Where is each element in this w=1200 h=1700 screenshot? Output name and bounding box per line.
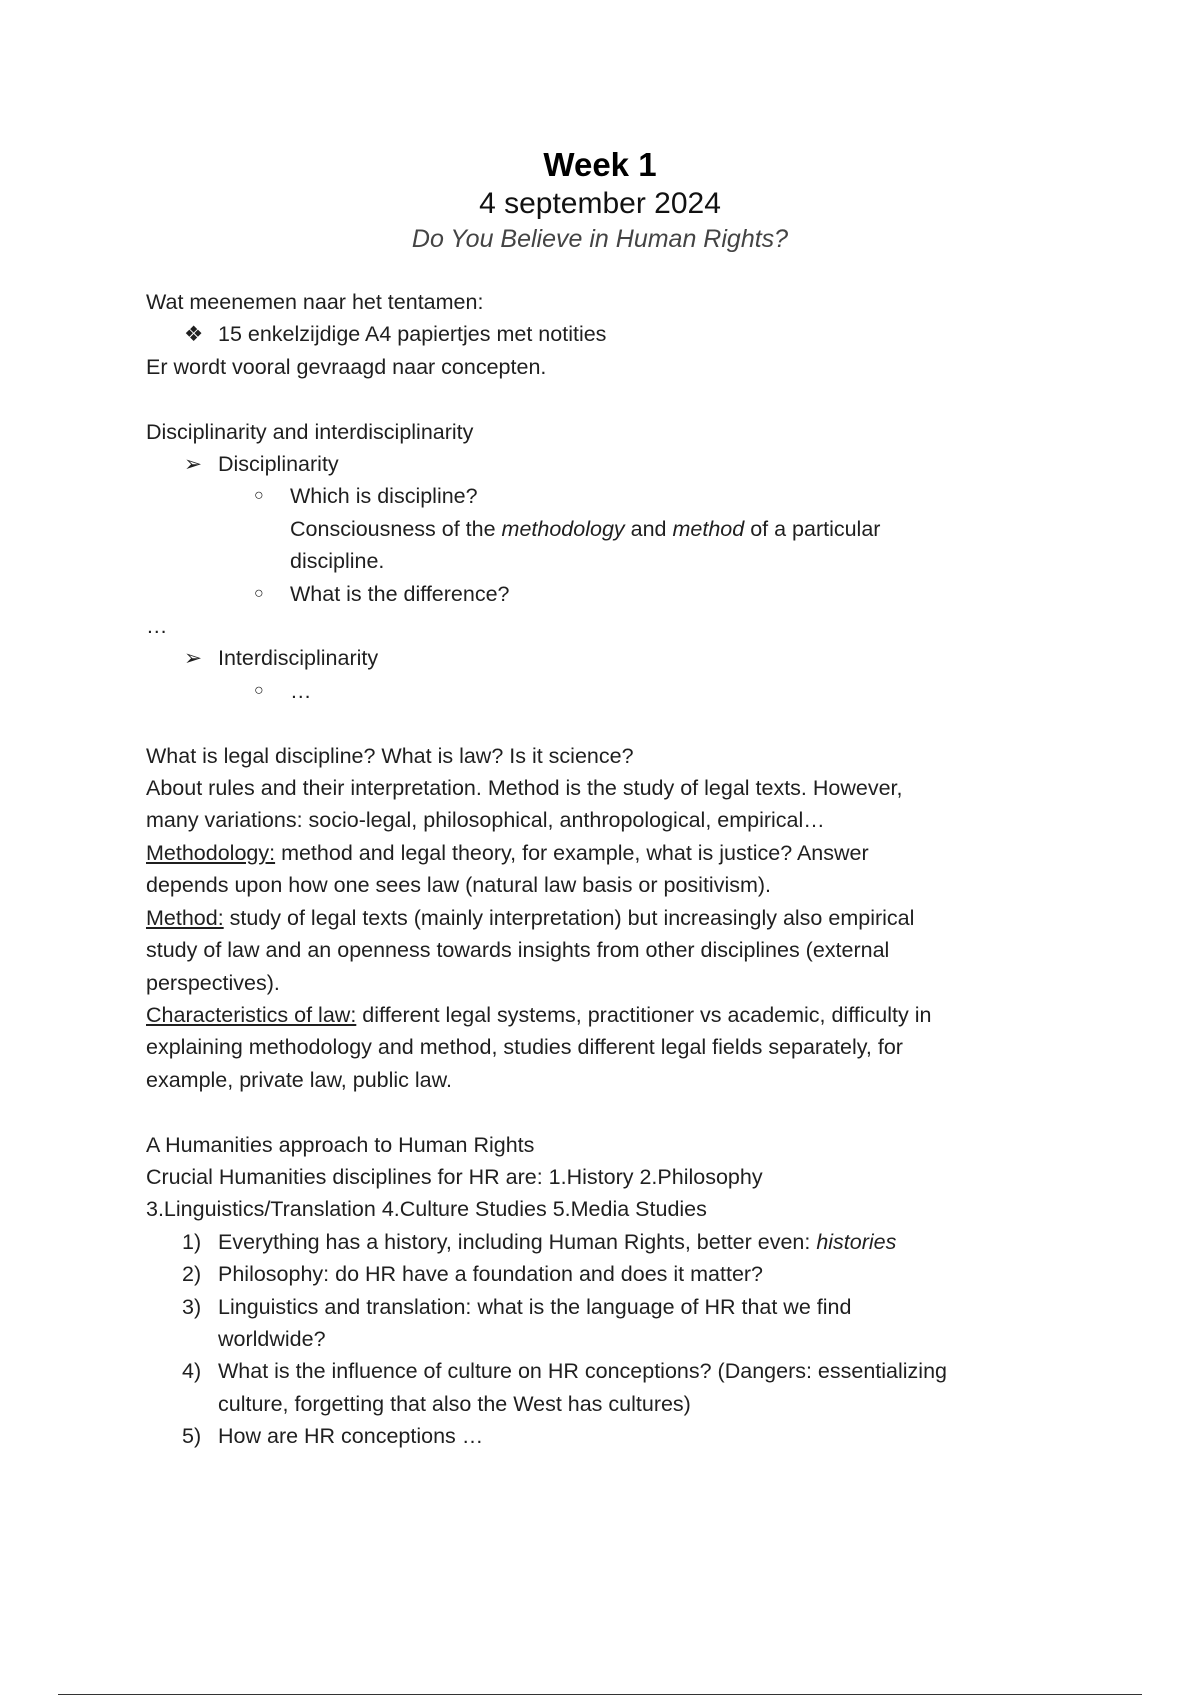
exam-bullet-item xyxy=(146,318,1046,350)
numbered-item-1 xyxy=(146,1226,1046,1258)
item-text: Everything has a history, including Human Rights, better even: xyxy=(218,1229,817,1254)
sub-item-continuation xyxy=(146,513,1046,545)
sub-item-text: Which is discipline? xyxy=(290,484,478,509)
sub-item-text: What is the difference? xyxy=(290,581,510,606)
characteristics-line xyxy=(146,999,1046,1031)
circle-bullet-icon: ○ xyxy=(254,487,264,505)
ellipsis-line: … xyxy=(146,614,168,639)
characteristics-line: explaining methodology and method, studies different legal fields separately, for xyxy=(146,1035,903,1060)
numbered-item-5 xyxy=(146,1420,1046,1452)
page-bottom-divider xyxy=(58,1694,1142,1695)
method-line: perspectives). xyxy=(146,970,280,995)
item-number: 5) xyxy=(182,1424,202,1449)
emphasis-methodology: methodology xyxy=(501,516,625,541)
sub-item-continuation: discipline. xyxy=(290,549,385,574)
emphasis-histories: histories xyxy=(816,1229,897,1254)
item-number: 3) xyxy=(182,1294,202,1319)
methodology-line xyxy=(146,837,1046,869)
arrow-bullet-icon: ➢ xyxy=(184,646,203,671)
item-text: culture, forgetting that also the West has cultures) xyxy=(218,1391,691,1416)
page-date: 4 september 2024 xyxy=(479,187,721,220)
methodology-label: Methodology: xyxy=(146,840,276,865)
item-text: Philosophy: do HR have a foundation and does it matter? xyxy=(218,1262,764,1287)
disciplinarity-heading: Disciplinarity and interdisciplinarity xyxy=(146,419,474,444)
sub-item-difference xyxy=(146,578,1046,610)
sub-item-ellipsis xyxy=(146,675,1046,707)
diamond-bullet-icon: ❖ xyxy=(184,322,204,347)
sub-item-which-discipline xyxy=(146,480,1046,512)
method-line xyxy=(146,902,1046,934)
characteristics-line: example, private law, public law. xyxy=(146,1067,452,1092)
characteristics-label: Characteristics of law: xyxy=(146,1002,357,1027)
item-text: How are HR conceptions … xyxy=(218,1424,484,1449)
page-title: Week 1 xyxy=(543,146,657,183)
item-text: Linguistics and translation: what is the language of HR that we find xyxy=(218,1294,852,1319)
list-item-text: Interdisciplinarity xyxy=(218,646,379,671)
item-text: worldwide? xyxy=(218,1326,326,1351)
text-span: study of legal texts (mainly interpretation) but increasingly also empirical xyxy=(223,905,915,930)
method-label: Method: xyxy=(146,905,224,930)
method-line: study of law and an openness towards insights from other disciplines (external xyxy=(146,938,890,963)
text-span: and xyxy=(624,516,673,541)
humanities-intro: Crucial Humanities disciplines for HR are: 1.History 2.Philosophy xyxy=(146,1164,763,1189)
humanities-heading: A Humanities approach to Human Rights xyxy=(146,1132,535,1157)
exam-intro: Wat meenemen naar het tentamen: xyxy=(146,290,484,314)
numbered-item-2 xyxy=(146,1258,1046,1290)
item-number: 1) xyxy=(182,1229,202,1254)
item-number: 2) xyxy=(182,1262,202,1287)
list-item-interdisciplinarity xyxy=(146,642,1046,674)
exam-note: Er wordt vooral gevraagd naar concepten. xyxy=(146,354,547,379)
item-number: 4) xyxy=(182,1359,202,1384)
circle-bullet-icon: ○ xyxy=(254,681,264,699)
text-span: different legal systems, practitioner vs academic, difficulty in xyxy=(356,1002,932,1027)
page-subtitle: Do You Believe in Human Rights? xyxy=(411,225,789,253)
legal-question: What is legal discipline? What is law? Is it science? xyxy=(146,743,634,768)
humanities-intro: 3.Linguistics/Translation 4.Culture Studies 5.Media Studies xyxy=(146,1197,707,1222)
list-item-text: Disciplinarity xyxy=(218,452,339,477)
numbered-item-3-cont xyxy=(146,1323,1046,1355)
exam-bullet-text: 15 enkelzijdige A4 papiertjes met notities xyxy=(218,322,607,347)
legal-paragraph-line: many variations: socio-legal, philosophical, anthropological, empirical… xyxy=(146,808,825,833)
numbered-item-4 xyxy=(146,1355,1046,1387)
arrow-bullet-icon: ➢ xyxy=(184,452,203,477)
emphasis-method: method xyxy=(672,516,745,541)
numbered-item-4-cont xyxy=(146,1388,1046,1420)
numbered-item-3 xyxy=(146,1291,1046,1323)
circle-bullet-icon: ○ xyxy=(254,584,264,602)
title-block xyxy=(0,146,1200,256)
text-span: method and legal theory, for example, what is justice? Answer xyxy=(275,840,869,865)
sub-item-text: … xyxy=(290,678,312,703)
document-body xyxy=(146,286,1046,1453)
legal-paragraph-line: About rules and their interpretation. Method is the study of legal texts. However, xyxy=(146,776,903,801)
item-text: What is the influence of culture on HR conceptions? (Dangers: essentializing xyxy=(218,1359,947,1384)
text-span: Consciousness of the xyxy=(290,516,502,541)
methodology-line: depends upon how one sees law (natural law basis or positivism). xyxy=(146,873,772,898)
list-item-disciplinarity xyxy=(146,448,1046,480)
text-span: of a particular xyxy=(744,516,881,541)
